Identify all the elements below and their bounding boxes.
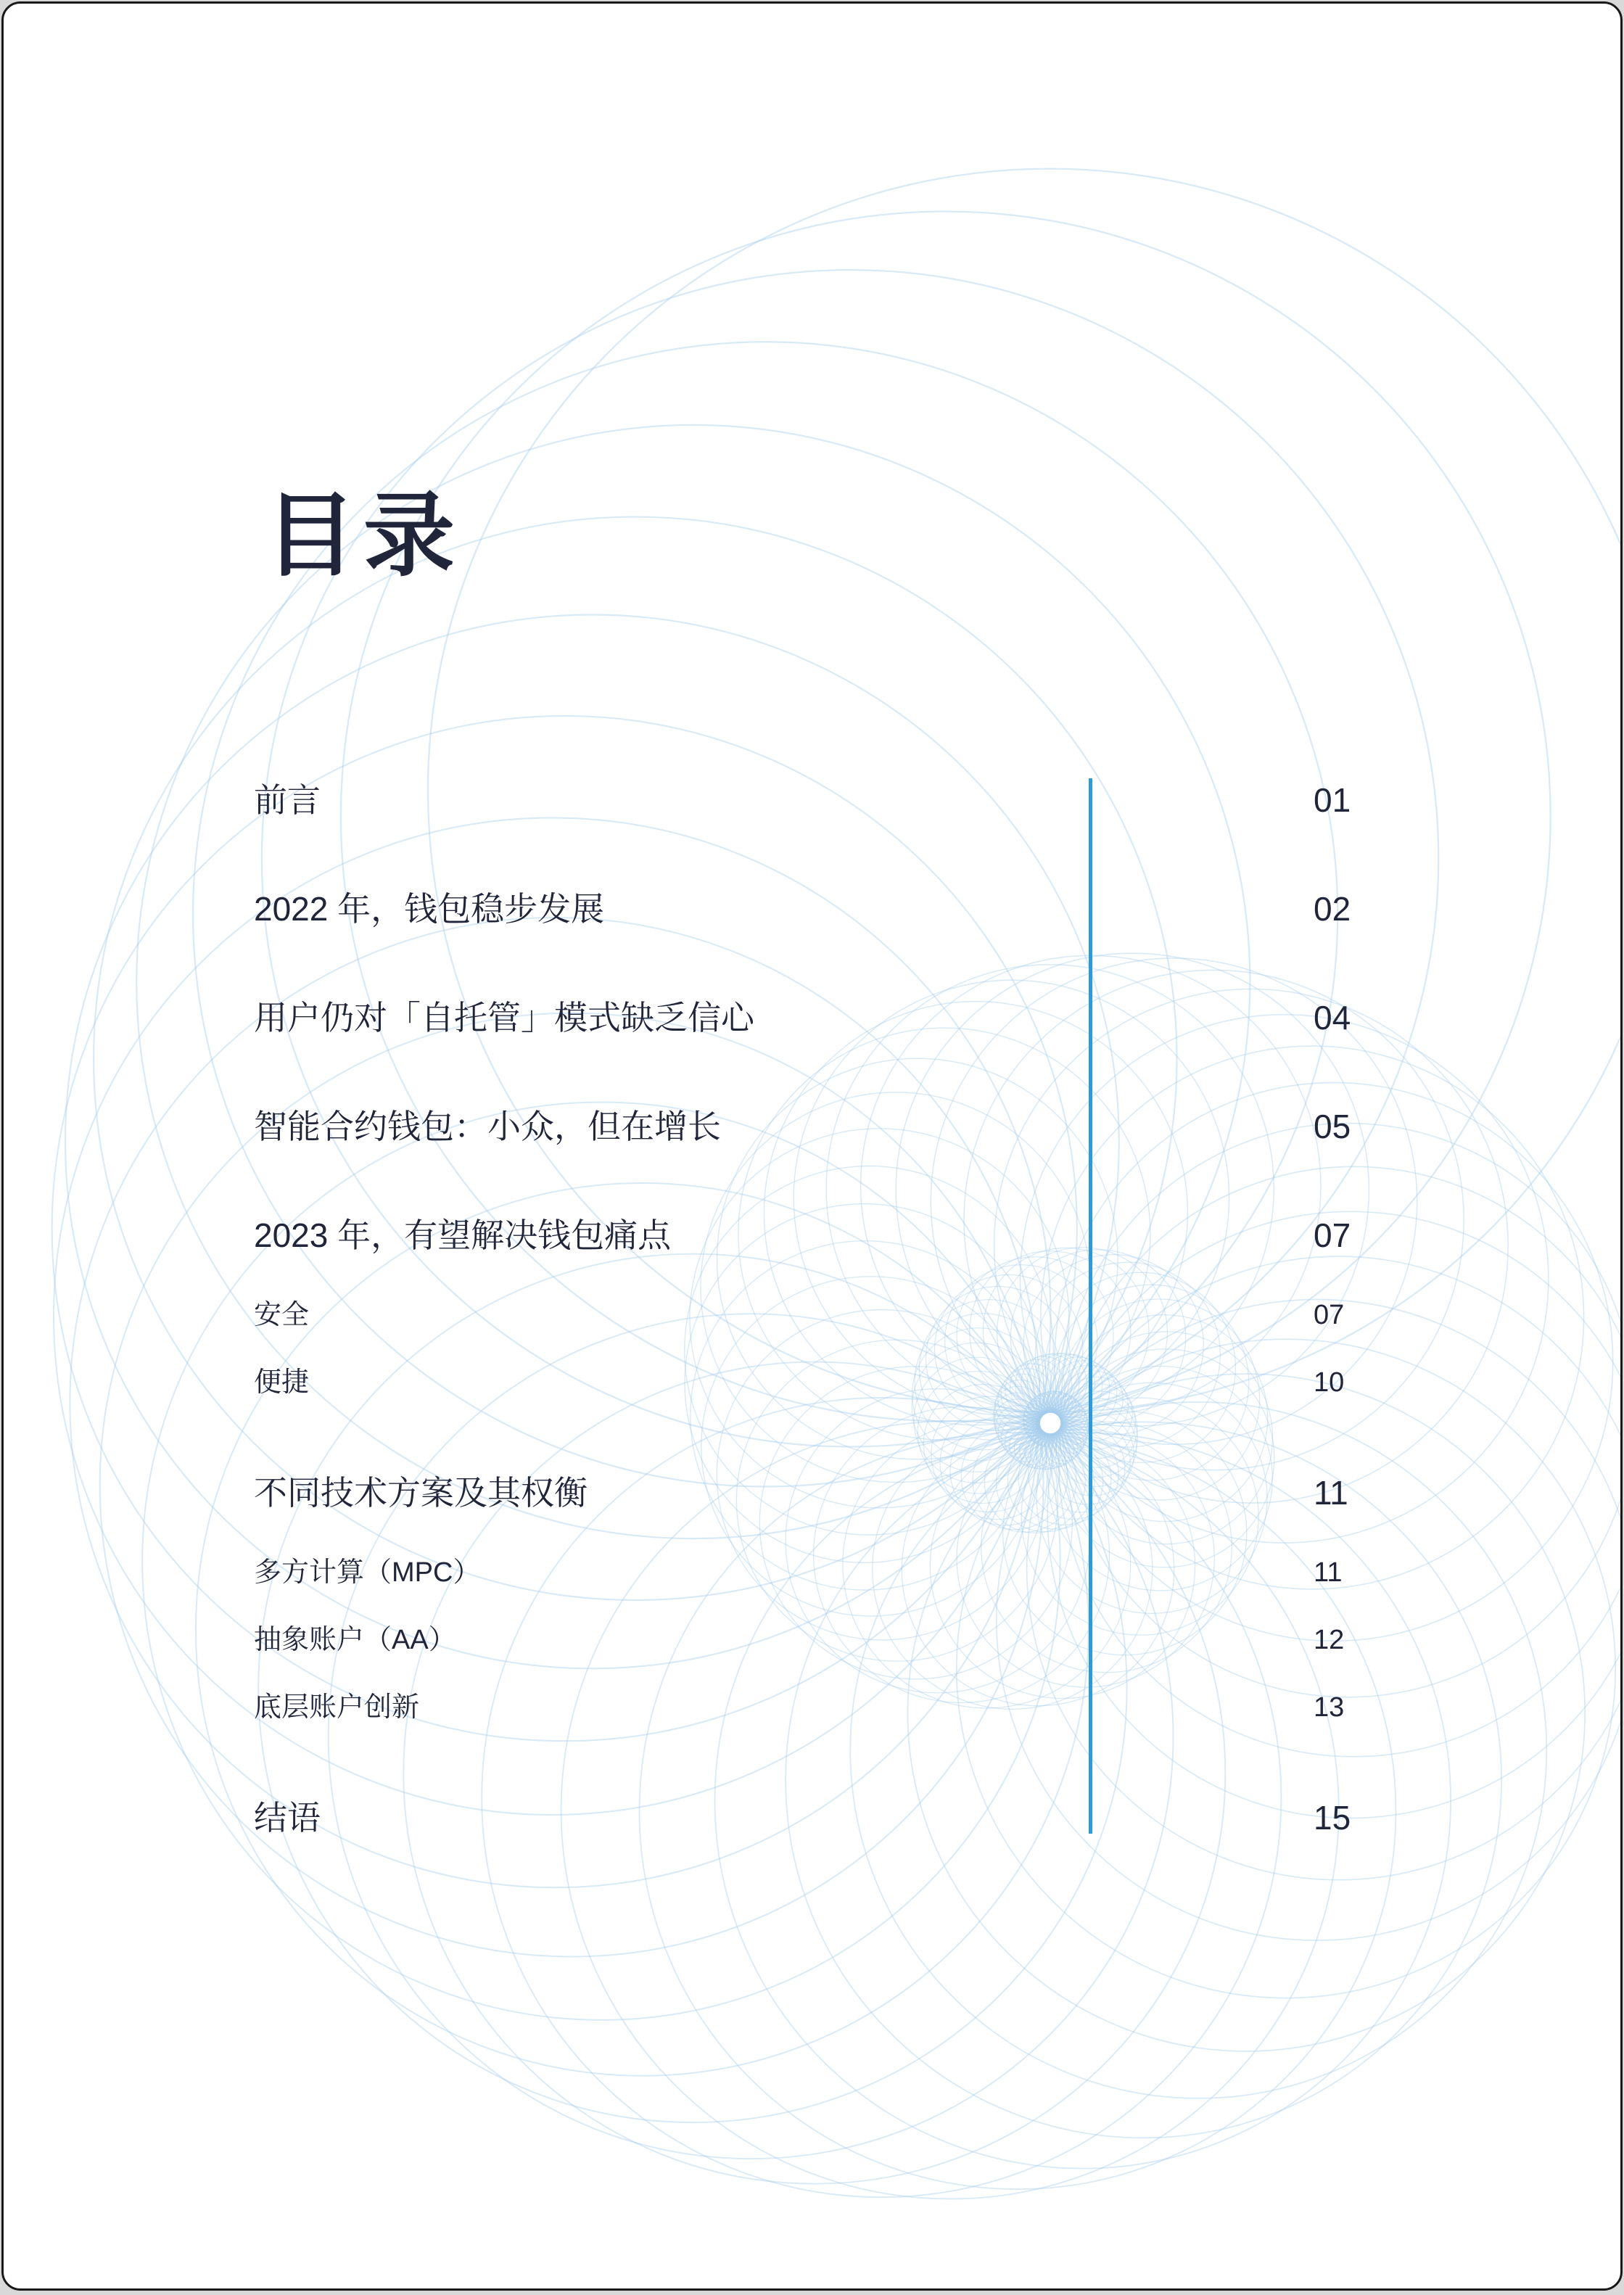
toc-item-label: 用户仍对「自托管」模式缺乏信心 [254, 999, 754, 1037]
page-title: 目录 [265, 485, 462, 587]
toc-item-page: 07 [1314, 1300, 1345, 1330]
toc-item-label: 底层账户创新 [254, 1692, 420, 1723]
toc-row[interactable] [254, 1108, 1620, 1146]
toc-item-page: 11 [1314, 1557, 1343, 1588]
toc-item-label: 多方计算（MPC） [254, 1557, 481, 1588]
toc-item-label: 结语 [254, 1799, 321, 1837]
toc-row[interactable] [254, 1216, 1620, 1255]
toc-row[interactable] [254, 1474, 1620, 1512]
toc-row[interactable] [254, 1557, 1620, 1589]
toc-item-page: 15 [1314, 1799, 1351, 1837]
toc-item-page: 11 [1314, 1474, 1348, 1512]
toc-item-page: 04 [1314, 999, 1351, 1037]
toc-item-label: 便捷 [254, 1367, 310, 1398]
toc-item-label: 2022 年，钱包稳步发展 [254, 890, 605, 928]
toc-item-label: 2023 年，有望解决钱包痛点 [254, 1216, 672, 1254]
document-page [1, 1, 1623, 2291]
toc-item-label: 安全 [254, 1300, 310, 1330]
toc-row[interactable] [254, 999, 1620, 1037]
toc-item-page: 02 [1314, 890, 1351, 928]
toc-row[interactable] [254, 1625, 1620, 1657]
toc-row[interactable] [254, 1692, 1620, 1724]
toc-row[interactable] [254, 781, 1620, 820]
table-of-contents [4, 4, 1620, 2288]
toc-item-page: 12 [1314, 1625, 1345, 1655]
toc-item-label: 智能合约钱包：小众，但在增长 [254, 1108, 721, 1145]
toc-row[interactable] [254, 1367, 1620, 1399]
toc-item-label: 抽象账户（AA） [254, 1625, 456, 1655]
toc-row[interactable] [254, 890, 1620, 928]
toc-item-label: 前言 [254, 781, 321, 819]
toc-item-page: 05 [1314, 1108, 1351, 1145]
toc-item-label: 不同技术方案及其权衡 [254, 1474, 588, 1512]
toc-item-page: 01 [1314, 781, 1351, 819]
toc-item-page: 07 [1314, 1216, 1351, 1254]
toc-row[interactable] [254, 1300, 1620, 1332]
toc-item-page: 13 [1314, 1692, 1345, 1723]
toc-item-page: 10 [1314, 1367, 1345, 1398]
toc-row[interactable] [254, 1799, 1620, 1837]
